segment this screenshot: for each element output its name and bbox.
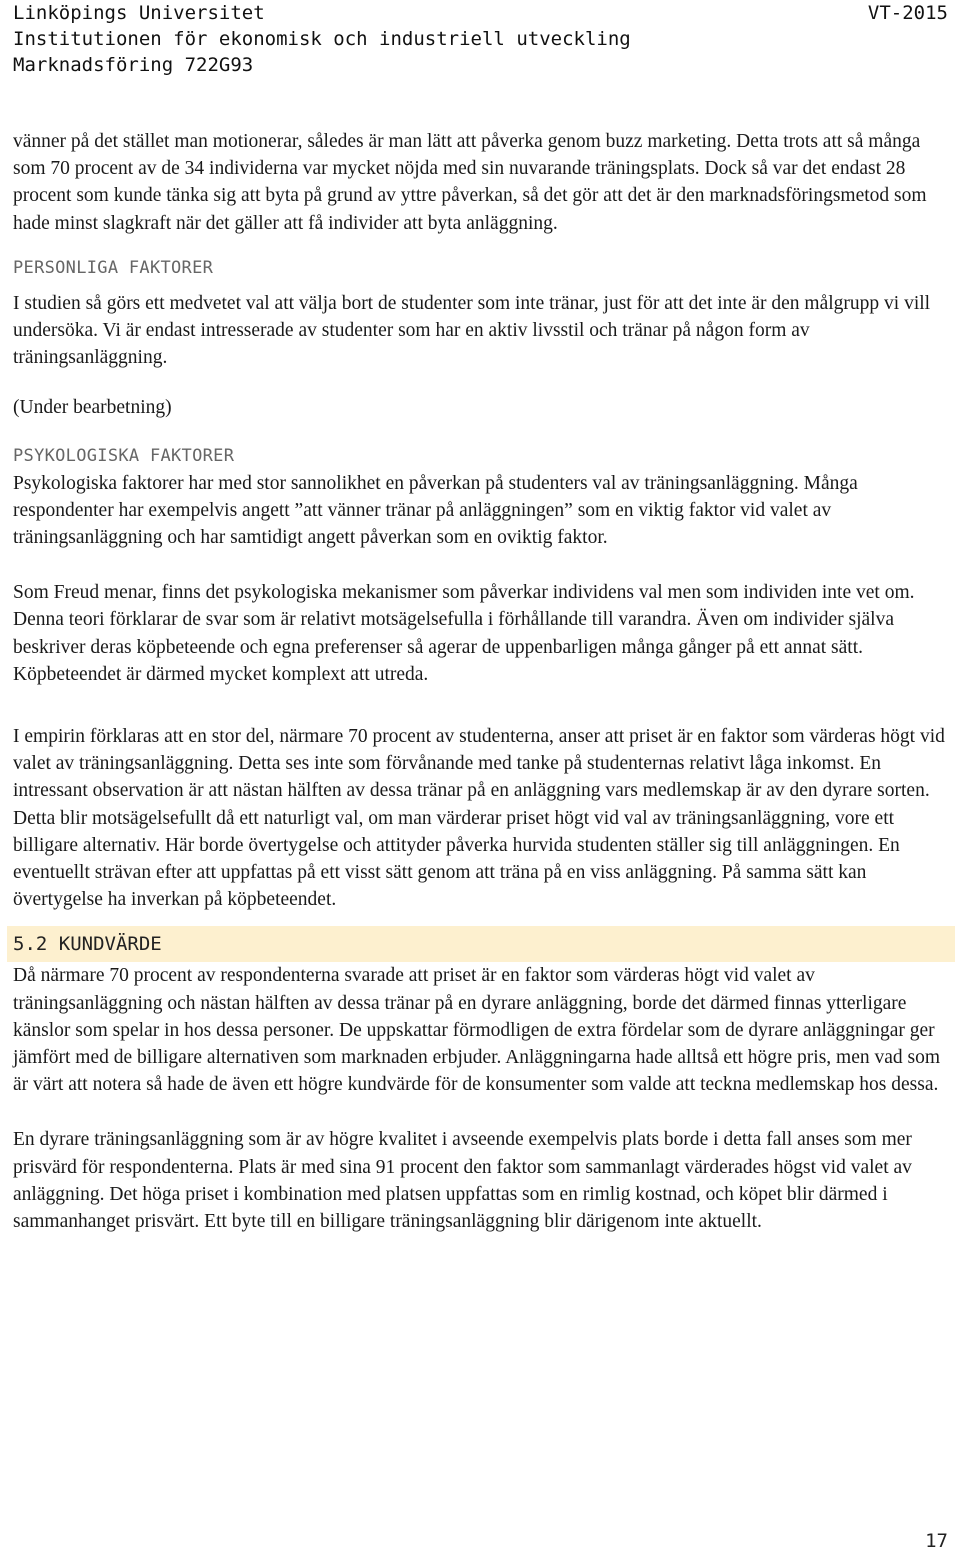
paragraph: Då närmare 70 procent av respondenterna svarade att priset är en faktor som värderas högt vid valet av träningsanläggning och nästan hälften av dessa tränar på en dyrare anläggning, borde det därmed finnas ytterligare känslor som spelar in hos dessa personer. De uppskattar förmodligen de extra fördelar som de dyrare anläggningar ger jämfört med de billigare alternativen som marknaden erbjuder. Anläggningarna hade alltså ett högre pris, men vad som är värt att notera så hade de även ett högre kundvärde för de konsumenter som valde att teckna medlemskap hos dessa. — [13, 965, 941, 1096]
page-number: 17 — [925, 1530, 948, 1552]
section-heading-kundvarde: 5.2 KUNDVÄRDE — [7, 926, 955, 962]
section-heading-personliga: PERSONLIGA FAKTORER — [13, 257, 214, 278]
paragraph: (Under bearbetning) — [13, 397, 172, 419]
paragraph: I empirin förklaras att en stor del, närmare 70 procent av studenterna, anser att priset är en faktor som värderas högt vid valet av träningsanläggning. Detta ses inte som förvånande med tanke på studenternas relativt låga inkomst. En intressant observation är att nästan hälften av dessa tränar på en anläggning vars medlemskap är av den dyrare sorten. Detta blir motsägelsefullt då ett naturligt val, om man värderar priset högt vid val av träningsanläggning, vore ett billigare alternativ. Här borde övertygelse och attityder påverka hurvida studenten ställer sig till anläggningen. En eventuellt strävan efter att uppfattas på ett visst sätt genom att träna på en viss anläggning. På samma sätt kan övertygelse ha inverkan på köpbeteendet. — [13, 726, 945, 911]
header-university: Linköpings Universitet — [13, 2, 265, 24]
header-department: Institutionen för ekonomisk och industriell utveckling — [13, 28, 631, 50]
header-term: VT-2015 — [867, 2, 948, 24]
header-course: Marknadsföring 722G93 — [13, 54, 254, 76]
paragraph: Psykologiska faktorer har med stor sannolikhet en påverkan på studenters val av träningsanläggning. Många respondenter har exempelvis angett ”att vänner tränar på anläggningen” som en viktig faktor vid valet av träningsanläggning och har samtidigt angett påverkan som en oviktig faktor. — [13, 472, 858, 549]
paragraph: Som Freud menar, finns det psykologiska mekanismer som påverkar individens val men som individen inte vet om. Denna teori förklarar de svar som är relativt motsägelsefulla i förhållande till varandra. Även om individer själva beskriver deras köpbeteende och egna preferenser så agerar de uppenbarligen många gånger på ett annat sätt. Köpbeteendet är därmed mycket komplext att utreda. — [13, 582, 915, 685]
paragraph: vänner på det stället man motionerar, således är man lätt att påverka genom buzz marketing. Detta trots att så många som 70 procent av de 34 individerna var mycket nöjda med sin nuvarande träningsplats. Dock så var det endast 28 procent som kunde tänka sig att byta på grund av yttre påverkan, så det gör att det är den marknadsföringsmetod som hade minst slagkraft när det gäller att få individer att byta anläggning. — [13, 131, 927, 234]
document-body — [13, 128, 948, 1235]
page-header — [13, 0, 948, 78]
paragraph: I studien så görs ett medvetet val att välja bort de studenter som inte tränar, just för att det inte är den målgrupp vi vill undersöka. Vi är endast intresserade av studenter som har en aktiv livsstil och tränar på någon form av träningsanläggning. — [13, 292, 931, 369]
paragraph: En dyrare träningsanläggning som är av högre kvalitet i avseende exempelvis plats borde i detta fall anses som mer prisvärd för respondenterna. Plats är med sina 91 procent den faktor som sammanlagt värderades högst vid valet av anläggning. Det höga priset i kombination med platsen uppfattas som en rimlig kostnad, och köpet blir därmed i sammanhanget prisvärt. Ett byte till en billigare träningsanläggning blir därigenom inte aktuellt. — [13, 1129, 912, 1233]
section-heading-psykologiska: PSYKOLOGISKA FAKTORER — [13, 445, 235, 466]
